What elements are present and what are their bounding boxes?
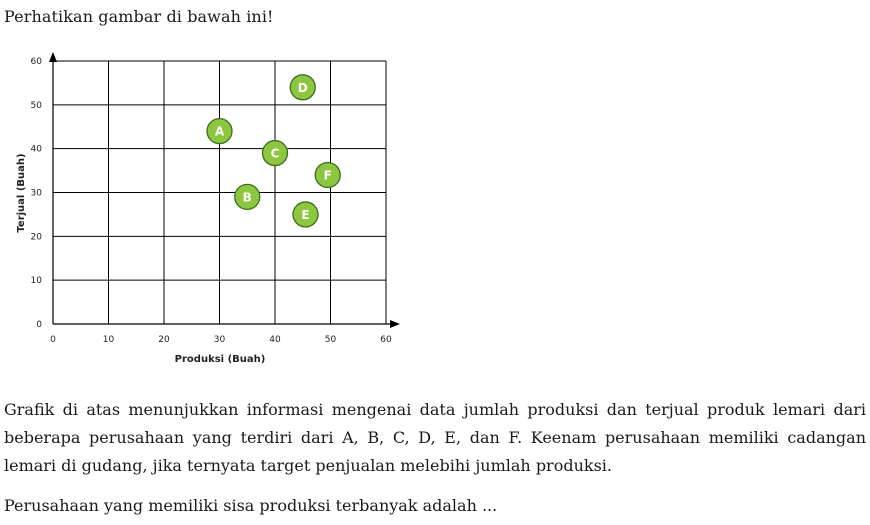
point-label: C <box>270 146 280 161</box>
chart-grid <box>53 61 386 324</box>
scatter-chart <box>0 40 420 375</box>
y-tick-label: 60 <box>30 57 42 67</box>
x-tick-label: 20 <box>158 335 170 345</box>
data-point-b <box>235 184 260 209</box>
point-label: F <box>323 168 332 183</box>
data-point-f <box>315 162 340 187</box>
y-axis-arrow <box>49 52 57 62</box>
data-point-e <box>293 202 318 227</box>
x-tick-label: 0 <box>50 335 56 345</box>
data-point-c <box>263 141 288 166</box>
x-tick-label: 60 <box>380 335 392 345</box>
data-point-a <box>207 119 232 144</box>
y-axis-title: Terjual (Buah) <box>16 153 27 233</box>
intro-text: Perhatikan gambar di bawah ini! <box>4 7 274 26</box>
y-tick-label: 30 <box>30 188 42 199</box>
y-tick-label: 20 <box>30 232 42 243</box>
x-tick-label: 40 <box>269 335 281 345</box>
point-label: B <box>242 190 252 205</box>
chart-tick-labels <box>31 57 392 345</box>
description-paragraph: Grafik di atas menunjukkan informasi mengenai data jumlah produksi dan terjual produk lemari dari beberapa perusahaan yang terdiri dari A, B, C, D, E, dan F. Keenam perusahaan memiliki cadangan lemari di gudang, jika ternyata target penjualan melebihi jumlah produksi. <box>4 400 866 475</box>
y-tick-label: 10 <box>30 276 42 287</box>
x-tick-label: 30 <box>213 335 226 345</box>
chart-axes <box>49 52 400 328</box>
point-label: E <box>301 207 310 222</box>
chart-points <box>207 75 340 227</box>
x-tick-label: 50 <box>324 335 337 345</box>
y-tick-label: 50 <box>30 100 42 111</box>
x-axis-title: Produksi (Buah) <box>174 354 266 365</box>
x-axis-arrow <box>390 320 400 328</box>
question-text: Perusahaan yang memiliki sisa produksi terbanyak adalah ... <box>4 496 498 515</box>
data-point-d <box>290 75 315 100</box>
y-tick-label: 40 <box>30 144 42 155</box>
x-tick-label: 10 <box>102 335 115 345</box>
point-label: A <box>214 124 225 139</box>
point-label: D <box>297 80 308 95</box>
y-tick-label: 0 <box>36 320 42 330</box>
